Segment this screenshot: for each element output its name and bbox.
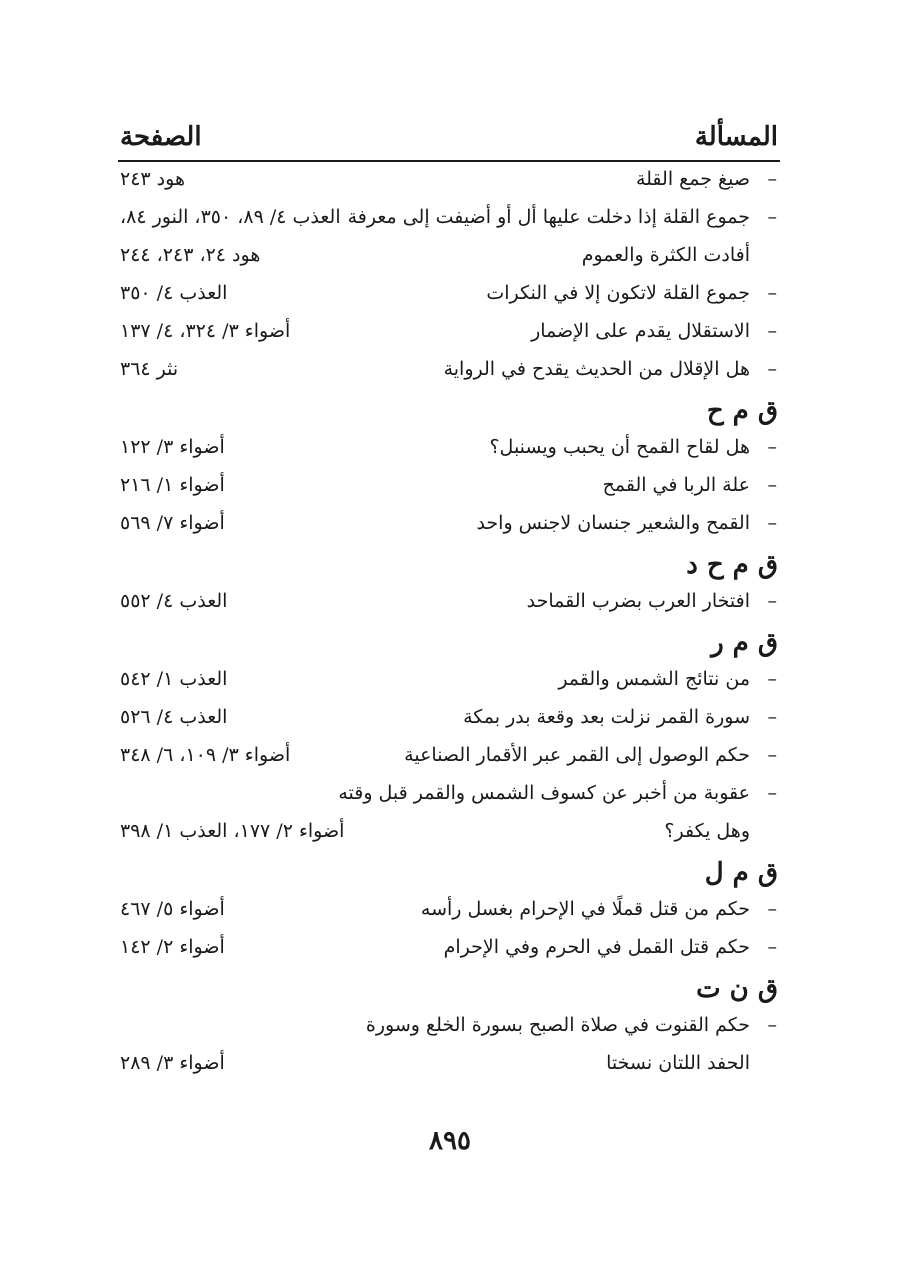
column-header-topic: المسألة [694, 122, 778, 152]
section-label: ق م ر [711, 628, 778, 658]
entry-page-ref: أضواء ٣/ ١٢٢ [120, 436, 225, 458]
entry-page-ref: أضواء ٢/ ١٤٢ [120, 936, 225, 958]
entry-topic-continuation: الحفد اللتان نسختا [606, 1052, 750, 1074]
entry-dash: – [767, 168, 777, 190]
entry-dash: – [767, 320, 777, 342]
entry-dash: – [767, 358, 777, 380]
header-rule [118, 160, 780, 162]
section-label: ق ن ت [696, 974, 778, 1004]
entry-dash: – [767, 782, 777, 804]
entry-page-ref: أضواء ١/ ٢١٦ [120, 474, 225, 496]
index-entry [0, 470, 900, 508]
entry-page-ref: العذب ٤/ ٣٥٠ [120, 282, 228, 304]
index-entry [0, 664, 900, 702]
column-header-page: الصفحة [120, 122, 202, 152]
entry-topic: جموع القلة لاتكون إلا في النكرات [486, 282, 750, 304]
index-entry-continuation [0, 240, 900, 278]
index-entry [0, 278, 900, 316]
entry-page-ref: أضواء ٣/ ٣٢٤، ٤/ ١٣٧ [120, 320, 291, 342]
entry-page-ref: أضواء ٣/ ١٠٩، ٦/ ٣٤٨ [120, 744, 291, 766]
index-entry [0, 586, 900, 624]
index-list [0, 164, 900, 1086]
index-entry [0, 508, 900, 546]
entry-topic: القمح والشعير جنسان لاجنس واحد [476, 512, 750, 534]
index-entry [0, 432, 900, 470]
entry-page-ref: نثر ٣٦٤ [120, 358, 179, 380]
entry-dash: – [767, 282, 777, 304]
entry-topic: حكم من قتل قملًا في الإحرام بغسل رأسه [420, 898, 750, 920]
index-entry [0, 316, 900, 354]
index-entry [0, 932, 900, 970]
section-heading [0, 392, 900, 432]
section-heading [0, 546, 900, 586]
entry-dash: – [767, 744, 777, 766]
entry-topic: جموع القلة إذا دخلت عليها أل أو أضيفت إلى معرفة [347, 206, 750, 228]
entry-topic: حكم قتل القمل في الحرم وفي الإحرام [443, 936, 750, 958]
entry-dash: – [767, 474, 777, 496]
section-label: ق م ح [706, 396, 778, 426]
entry-page-ref: هود ٢٤، ٢٤٣، ٢٤٤ [120, 244, 261, 266]
entry-topic: سورة القمر نزلت بعد وقعة بدر بمكة [463, 706, 750, 728]
entry-topic: هل الإقلال من الحديث يقدح في الرواية [443, 358, 750, 380]
section-label: ق م ل [704, 858, 778, 888]
entry-dash: – [767, 590, 777, 612]
entry-topic: افتخار العرب بضرب القماحد [526, 590, 750, 612]
entry-page-ref: أضواء ٣/ ٢٨٩ [120, 1052, 225, 1074]
entry-dash: – [767, 436, 777, 458]
entry-dash: – [767, 706, 777, 728]
section-label: ق م ح د [686, 550, 778, 580]
section-heading [0, 624, 900, 664]
entry-page-ref: العذب ١/ ٥٤٢ [120, 668, 228, 690]
entry-topic-continuation: وهل يكفر؟ [664, 820, 750, 842]
index-entry [0, 164, 900, 202]
index-entry [0, 778, 900, 816]
index-entry [0, 702, 900, 740]
index-entry [0, 1010, 900, 1048]
entry-topic: هل لقاح القمح أن يحبب ويسنبل؟ [489, 436, 750, 458]
index-entry-continuation [0, 1048, 900, 1086]
entry-topic: صيغ جمع القلة [635, 168, 750, 190]
entry-page-ref: هود ٢٤٣ [120, 168, 185, 190]
entry-dash: – [767, 668, 777, 690]
entry-topic: حكم الوصول إلى القمر عبر الأقمار الصناعية [404, 744, 750, 766]
index-entry [0, 202, 900, 240]
index-entry [0, 740, 900, 778]
entry-topic: الاستقلال يقدم على الإضمار [531, 320, 750, 342]
entry-dash: – [767, 936, 777, 958]
section-heading [0, 854, 900, 894]
index-entry [0, 894, 900, 932]
entry-page-ref: أضواء ٥/ ٤٦٧ [120, 898, 225, 920]
entry-dash: – [767, 206, 777, 228]
page-number: ٨٩٥ [429, 1126, 471, 1156]
index-entry [0, 354, 900, 392]
entry-topic: حكم القنوت في صلاة الصبح بسورة الخلع وسورة [365, 1014, 750, 1036]
entry-topic: علة الربا في القمح [602, 474, 750, 496]
entry-dash: – [767, 512, 777, 534]
index-entry-continuation [0, 816, 900, 854]
entry-topic: عقوبة من أخبر عن كسوف الشمس والقمر قبل وقته [338, 782, 750, 804]
section-heading [0, 970, 900, 1010]
entry-dash: – [767, 1014, 777, 1036]
entry-page-ref: العذب ٤/ ٥٢٦ [120, 706, 228, 728]
entry-dash: – [767, 898, 777, 920]
entry-page-ref: أضواء ٧/ ٥٦٩ [120, 512, 225, 534]
entry-topic-continuation: أفادت الكثرة والعموم [581, 244, 750, 266]
entry-page-ref: العذب ٤/ ٨٩، ٣٥٠، النور ٨٤، [120, 206, 341, 228]
entry-page-ref: العذب ٤/ ٥٥٢ [120, 590, 228, 612]
entry-topic: من نتائج الشمس والقمر [558, 668, 750, 690]
entry-page-ref: أضواء ٢/ ١٧٧، العذب ١/ ٣٩٨ [120, 820, 345, 842]
